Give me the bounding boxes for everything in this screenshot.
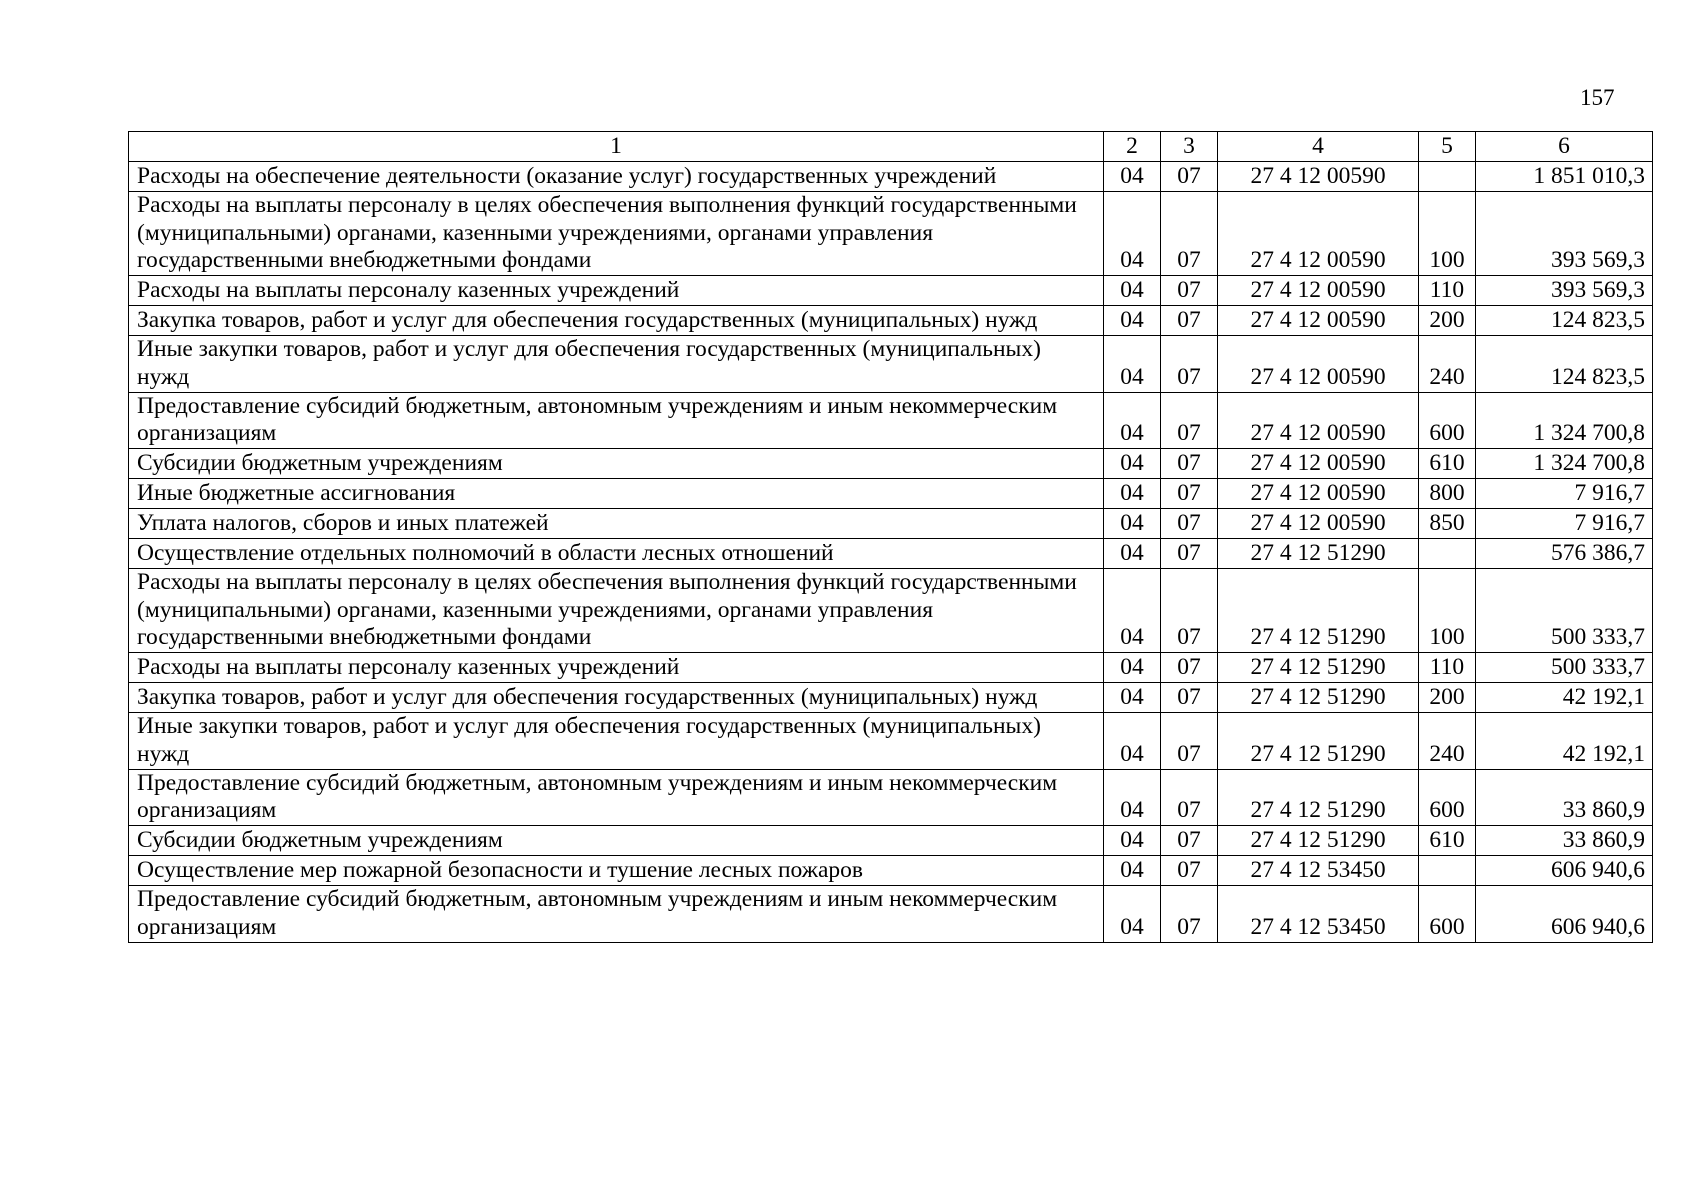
- row-target-item-cell: 27 4 12 51290: [1218, 683, 1419, 713]
- row-amount-cell: 393 569,3: [1476, 276, 1653, 306]
- row-name-cell: Предоставление субсидий бюджетным, автономным учреждениям и иным некоммерческим организациям: [129, 392, 1104, 448]
- row-section-cell: 04: [1104, 162, 1161, 192]
- row-name-cell: Предоставление субсидий бюджетным, автономным учреждениям и иным некоммерческим организациям: [129, 769, 1104, 825]
- column-header-6: 6: [1476, 132, 1653, 162]
- row-expense-type-cell: 800: [1419, 479, 1476, 509]
- row-subsection-cell: 07: [1161, 539, 1218, 569]
- row-target-item-cell: 27 4 12 53450: [1218, 856, 1419, 886]
- row-target-item-cell: 27 4 12 00590: [1218, 509, 1419, 539]
- row-target-item-cell: 27 4 12 51290: [1218, 713, 1419, 769]
- table-row: [129, 276, 1653, 306]
- row-target-item-cell: 27 4 12 00590: [1218, 479, 1419, 509]
- column-header-3: 3: [1161, 132, 1218, 162]
- row-section-cell: 04: [1104, 856, 1161, 886]
- row-target-item-cell: 27 4 12 51290: [1218, 653, 1419, 683]
- table-row: [129, 449, 1653, 479]
- row-target-item-cell: 27 4 12 51290: [1218, 569, 1419, 653]
- row-amount-cell: 7 916,7: [1476, 479, 1653, 509]
- row-name-cell: Расходы на выплаты персоналу в целях обеспечения выполнения функций государственными (муниципальными) органами, казенными учреждениями, органами управления государственными внебюджетными фондами: [129, 192, 1104, 276]
- row-section-cell: 04: [1104, 683, 1161, 713]
- row-target-item-cell: 27 4 12 00590: [1218, 392, 1419, 448]
- table-row: [129, 162, 1653, 192]
- budget-table: [128, 131, 1653, 943]
- row-expense-type-cell: 240: [1419, 336, 1476, 392]
- row-name-cell: Расходы на выплаты персоналу казенных учреждений: [129, 653, 1104, 683]
- table-row: [129, 509, 1653, 539]
- table-header: [129, 132, 1653, 162]
- table-row: [129, 886, 1653, 942]
- row-amount-cell: 42 192,1: [1476, 713, 1653, 769]
- row-section-cell: 04: [1104, 276, 1161, 306]
- row-section-cell: 04: [1104, 713, 1161, 769]
- row-expense-type-cell: 610: [1419, 826, 1476, 856]
- row-expense-type-cell: 200: [1419, 306, 1476, 336]
- row-amount-cell: 7 916,7: [1476, 509, 1653, 539]
- row-section-cell: 04: [1104, 826, 1161, 856]
- row-subsection-cell: 07: [1161, 683, 1218, 713]
- table-row: [129, 336, 1653, 392]
- row-section-cell: 04: [1104, 449, 1161, 479]
- table-body: [129, 162, 1653, 943]
- row-subsection-cell: 07: [1161, 449, 1218, 479]
- row-amount-cell: 1 851 010,3: [1476, 162, 1653, 192]
- row-expense-type-cell: 600: [1419, 886, 1476, 942]
- row-expense-type-cell: 200: [1419, 683, 1476, 713]
- row-target-item-cell: 27 4 12 00590: [1218, 306, 1419, 336]
- row-name-cell: Субсидии бюджетным учреждениям: [129, 826, 1104, 856]
- row-subsection-cell: 07: [1161, 162, 1218, 192]
- row-target-item-cell: 27 4 12 00590: [1218, 276, 1419, 306]
- row-section-cell: 04: [1104, 392, 1161, 448]
- row-section-cell: 04: [1104, 539, 1161, 569]
- row-target-item-cell: 27 4 12 51290: [1218, 769, 1419, 825]
- row-amount-cell: 576 386,7: [1476, 539, 1653, 569]
- table-row: [129, 769, 1653, 825]
- row-amount-cell: 42 192,1: [1476, 683, 1653, 713]
- row-subsection-cell: 07: [1161, 276, 1218, 306]
- row-section-cell: 04: [1104, 569, 1161, 653]
- row-section-cell: 04: [1104, 336, 1161, 392]
- row-amount-cell: 124 823,5: [1476, 306, 1653, 336]
- row-expense-type-cell: 110: [1419, 653, 1476, 683]
- row-expense-type-cell: [1419, 162, 1476, 192]
- row-subsection-cell: 07: [1161, 653, 1218, 683]
- row-amount-cell: 606 940,6: [1476, 886, 1653, 942]
- row-amount-cell: 500 333,7: [1476, 569, 1653, 653]
- row-name-cell: Расходы на выплаты персоналу в целях обеспечения выполнения функций государственными (муниципальными) органами, казенными учреждениями, органами управления государственными внебюджетными фондами: [129, 569, 1104, 653]
- row-name-cell: Иные бюджетные ассигнования: [129, 479, 1104, 509]
- row-subsection-cell: 07: [1161, 336, 1218, 392]
- table-row: [129, 479, 1653, 509]
- row-subsection-cell: 07: [1161, 509, 1218, 539]
- row-amount-cell: 500 333,7: [1476, 653, 1653, 683]
- row-subsection-cell: 07: [1161, 479, 1218, 509]
- row-target-item-cell: 27 4 12 53450: [1218, 886, 1419, 942]
- row-amount-cell: 393 569,3: [1476, 192, 1653, 276]
- row-amount-cell: 33 860,9: [1476, 769, 1653, 825]
- row-target-item-cell: 27 4 12 00590: [1218, 336, 1419, 392]
- row-name-cell: Закупка товаров, работ и услуг для обеспечения государственных (муниципальных) нужд: [129, 683, 1104, 713]
- table-row: [129, 192, 1653, 276]
- row-expense-type-cell: 110: [1419, 276, 1476, 306]
- row-expense-type-cell: 240: [1419, 713, 1476, 769]
- row-subsection-cell: 07: [1161, 826, 1218, 856]
- table-row: [129, 683, 1653, 713]
- row-subsection-cell: 07: [1161, 392, 1218, 448]
- row-expense-type-cell: 850: [1419, 509, 1476, 539]
- row-amount-cell: 606 940,6: [1476, 856, 1653, 886]
- row-target-item-cell: 27 4 12 51290: [1218, 826, 1419, 856]
- row-section-cell: 04: [1104, 479, 1161, 509]
- column-header-2: 2: [1104, 132, 1161, 162]
- row-amount-cell: 1 324 700,8: [1476, 449, 1653, 479]
- table-row: [129, 569, 1653, 653]
- row-name-cell: Иные закупки товаров, работ и услуг для обеспечения государственных (муниципальных) нужд: [129, 713, 1104, 769]
- table-row: [129, 539, 1653, 569]
- row-expense-type-cell: [1419, 539, 1476, 569]
- row-expense-type-cell: 600: [1419, 392, 1476, 448]
- table-row: [129, 856, 1653, 886]
- row-name-cell: Уплата налогов, сборов и иных платежей: [129, 509, 1104, 539]
- row-section-cell: 04: [1104, 192, 1161, 276]
- row-amount-cell: 124 823,5: [1476, 336, 1653, 392]
- row-name-cell: Расходы на выплаты персоналу казенных учреждений: [129, 276, 1104, 306]
- row-expense-type-cell: 100: [1419, 569, 1476, 653]
- row-subsection-cell: 07: [1161, 769, 1218, 825]
- row-name-cell: Предоставление субсидий бюджетным, автономным учреждениям и иным некоммерческим организациям: [129, 886, 1104, 942]
- row-expense-type-cell: [1419, 856, 1476, 886]
- row-amount-cell: 1 324 700,8: [1476, 392, 1653, 448]
- row-name-cell: Осуществление мер пожарной безопасности и тушение лесных пожаров: [129, 856, 1104, 886]
- row-name-cell: Иные закупки товаров, работ и услуг для обеспечения государственных (муниципальных) нужд: [129, 336, 1104, 392]
- table-row: [129, 826, 1653, 856]
- row-expense-type-cell: 610: [1419, 449, 1476, 479]
- row-name-cell: Осуществление отдельных полномочий в области лесных отношений: [129, 539, 1104, 569]
- row-target-item-cell: 27 4 12 51290: [1218, 539, 1419, 569]
- row-section-cell: 04: [1104, 509, 1161, 539]
- row-section-cell: 04: [1104, 886, 1161, 942]
- column-header-5: 5: [1419, 132, 1476, 162]
- table-row: [129, 306, 1653, 336]
- table-row: [129, 713, 1653, 769]
- row-subsection-cell: 07: [1161, 306, 1218, 336]
- column-header-4: 4: [1218, 132, 1419, 162]
- row-expense-type-cell: 600: [1419, 769, 1476, 825]
- row-section-cell: 04: [1104, 306, 1161, 336]
- row-subsection-cell: 07: [1161, 569, 1218, 653]
- row-target-item-cell: 27 4 12 00590: [1218, 162, 1419, 192]
- row-section-cell: 04: [1104, 653, 1161, 683]
- row-subsection-cell: 07: [1161, 713, 1218, 769]
- table-row: [129, 392, 1653, 448]
- row-target-item-cell: 27 4 12 00590: [1218, 449, 1419, 479]
- header-row: [129, 132, 1653, 162]
- row-target-item-cell: 27 4 12 00590: [1218, 192, 1419, 276]
- row-amount-cell: 33 860,9: [1476, 826, 1653, 856]
- column-header-1: 1: [129, 132, 1104, 162]
- row-expense-type-cell: 100: [1419, 192, 1476, 276]
- row-section-cell: 04: [1104, 769, 1161, 825]
- page-number: 157: [1580, 85, 1615, 110]
- row-name-cell: Субсидии бюджетным учреждениям: [129, 449, 1104, 479]
- row-name-cell: Расходы на обеспечение деятельности (оказание услуг) государственных учреждений: [129, 162, 1104, 192]
- row-subsection-cell: 07: [1161, 192, 1218, 276]
- row-subsection-cell: 07: [1161, 856, 1218, 886]
- row-name-cell: Закупка товаров, работ и услуг для обеспечения государственных (муниципальных) нужд: [129, 306, 1104, 336]
- table-row: [129, 653, 1653, 683]
- row-subsection-cell: 07: [1161, 886, 1218, 942]
